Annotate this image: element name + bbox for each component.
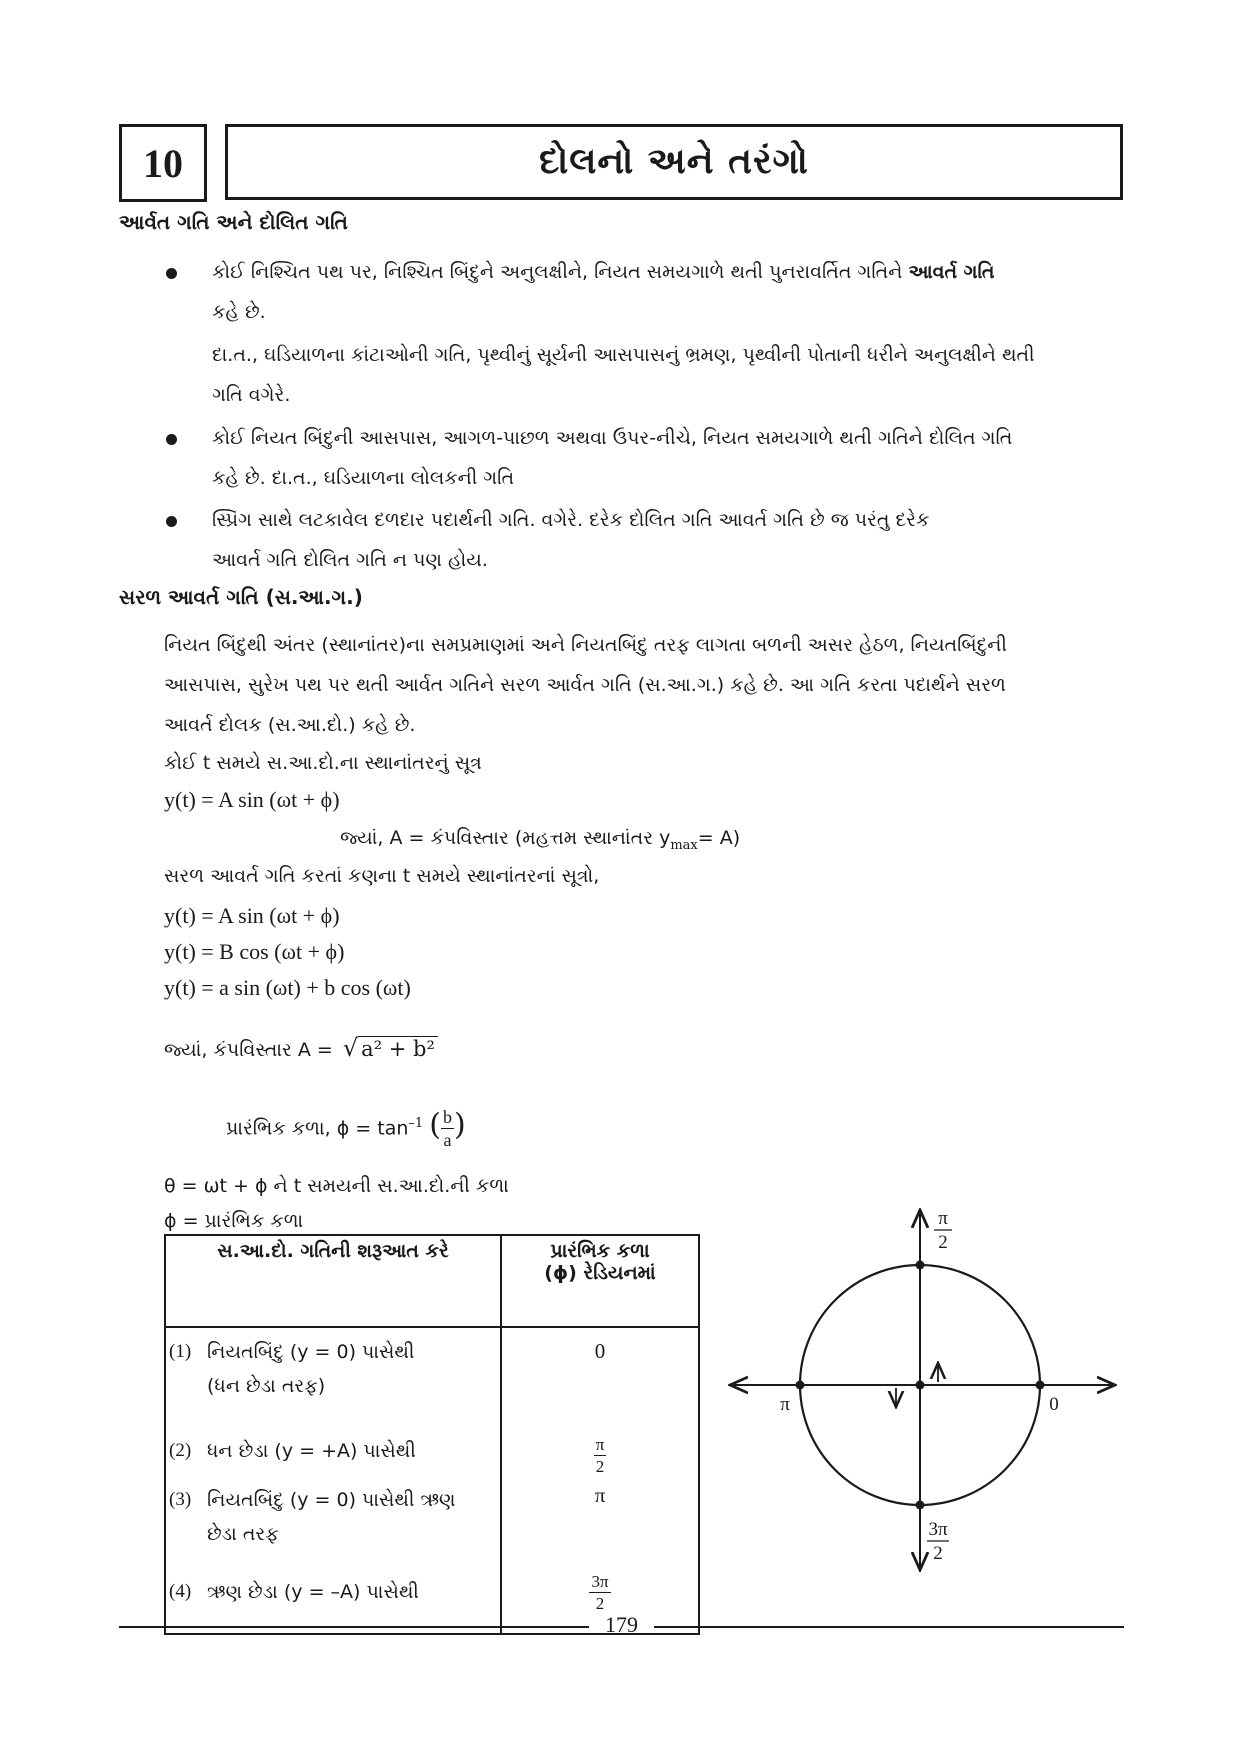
- forms-intro: સરળ આવર્ત ગતિ કરતાં કણના t સમયે સ્થાનાંતરનાં સૂત્રો,: [164, 865, 600, 887]
- initial-phase-table: [164, 1234, 700, 1635]
- bullet-icon: [166, 434, 177, 445]
- equation-sin: y(t) = A sin (ωt + ϕ): [164, 903, 340, 928]
- phase-theta: θ = ωt + ϕ ને t સમયની સ.આ.દો.ની કળા: [164, 1175, 509, 1197]
- chapter-title: દોલનો અને તરંગો: [225, 124, 1123, 200]
- label-bottom-num: 3π: [928, 1519, 948, 1540]
- phase-circle-diagram: [720, 1200, 1130, 1580]
- section-heading-shm: સરળ આવર્ત ગતિ (સ.આ.ગ.): [119, 585, 363, 609]
- point-bottom: [916, 1501, 925, 1510]
- table-header-start: સ.આ.દો. ગતિની શરૂઆત કરે: [165, 1235, 501, 1327]
- initial-phase-formula: પ્રારંભિક કળા, $\phi = \tan^{-1}$ ( $\frac{b}{a}$ ): [226, 1107, 466, 1151]
- bullet-icon: [166, 268, 177, 279]
- table-row: (4) ઋણ છેડા (y = –A) પાસેથી $\frac{3\pi}{2}$: [165, 1568, 699, 1634]
- label-top-den: 2: [938, 1232, 948, 1253]
- displacement-intro: કોઈ t સમયે સ.આ.દો.ના સ્થાનાંતરનું સૂત્ર: [164, 752, 482, 774]
- footer-rule-left: [119, 1626, 589, 1628]
- table-header-phase: પ્રારંભિક કળા (ϕ) રેડિયનમાં: [501, 1235, 699, 1327]
- table-row: (3) નિયતબિંદુ (y = 0) પાસેથી ઋણ છેડા તરફ π: [165, 1476, 699, 1568]
- section-heading-periodic: આર્વત ગતિ અને દોલિત ગતિ: [119, 210, 348, 234]
- example-periodic: દા.ત., ઘડિયાળના કાંટાઓની ગતિ, પૃથ્વીનું સૂર્યની આસપાસનું ભ્રમણ, પૃથ્વીની પોતાની ધરીને અનુલક્ષીને થતી ગતિ વગેરે.: [212, 344, 1035, 406]
- point-top: [916, 1261, 925, 1270]
- label-bottom-den: 2: [933, 1543, 943, 1564]
- point-left: [796, 1381, 805, 1390]
- shm-definition: નિયત બિંદુથી અંતર (સ્થાનાંતર)ના સમપ્રમાણમાં અને નિયતબિંદુ તરફ લાગતા બળની અસર હેઠળ, નિયતબિંદુની આસપાસ, સુરેખ પથ પર થતી આર્વત ગતિને સરળ આર્વત ગતિ (સ.આ.ગ.) કહે છે. આ ગતિ કરતા પદાર્થને સરળ આવર્ત દોલક (સ.આ.દો.) કહે છે.: [164, 634, 1007, 736]
- amplitude-definition: જ્યાં, A = કંપવિસ્તાર (મહત્તમ સ્થાનાંતર $y_{max}= A$): [340, 827, 741, 853]
- bullet-oscillatory: કોઈ નિયત બિંદુની આસપાસ, આગળ-પાછળ અથવા ઉપર-નીચે, નિયત સમયગાળે થતી ગતિને દોલિત ગતિ કહે છે. દા.ત., ઘડિયાળના લોલકની ગતિ: [212, 427, 1013, 489]
- page-number: 179: [605, 1612, 638, 1637]
- amplitude-formula: જ્યાં, કંપવિસ્તાર A = √ a² + b²: [164, 1030, 438, 1068]
- equation-sum: y(t) = a sin (ωt) + b cos (ωt): [164, 975, 411, 1000]
- equation-cos: y(t) = B cos (ωt + ϕ): [164, 939, 345, 964]
- label-right: 0: [1049, 1394, 1059, 1415]
- phase-phi: ϕ = પ્રારંભિક કળા: [164, 1210, 304, 1232]
- bullet-spring: સ્પ્રિંગ સાથે લટકાવેલ દળદાર પદાર્થની ગતિ. વગેરે. દરેક દોલિત ગતિ આવર્ત ગતિ છે જ પરંતુ દરેક આવર્ત ગતિ દોલિત ગતિ ન પણ હોય.: [212, 509, 930, 571]
- table-row: (1) નિયતબિંદુ (y = 0) પાસેથી (ધન છેડા તરફ) 0: [165, 1327, 699, 1427]
- chapter-number: 10: [119, 124, 207, 202]
- label-left: π: [780, 1394, 790, 1415]
- table-row: (2) ધન છેડા (y = +A) પાસેથી $\frac{\pi}{2}$: [165, 1427, 699, 1476]
- point-center: [916, 1381, 925, 1390]
- radicand: a² + b²: [358, 1036, 438, 1061]
- table-header-row: [165, 1235, 699, 1327]
- bullet-icon: [166, 516, 177, 527]
- bullet-periodic: કોઈ નિશ્ચિત પથ પર, નિશ્ચિત બિંદુને અનુલક્ષીને, નિયત સમયગાળે થતી પુનરાવર્તિત ગતિને આવર્ત ગતિ કહે છે.: [212, 261, 995, 323]
- footer-rule-right: [654, 1626, 1124, 1628]
- label-top-num: π: [938, 1208, 948, 1229]
- point-right: [1036, 1381, 1045, 1390]
- equation-displacement: y(t) = A sin (ωt + ϕ): [164, 787, 340, 812]
